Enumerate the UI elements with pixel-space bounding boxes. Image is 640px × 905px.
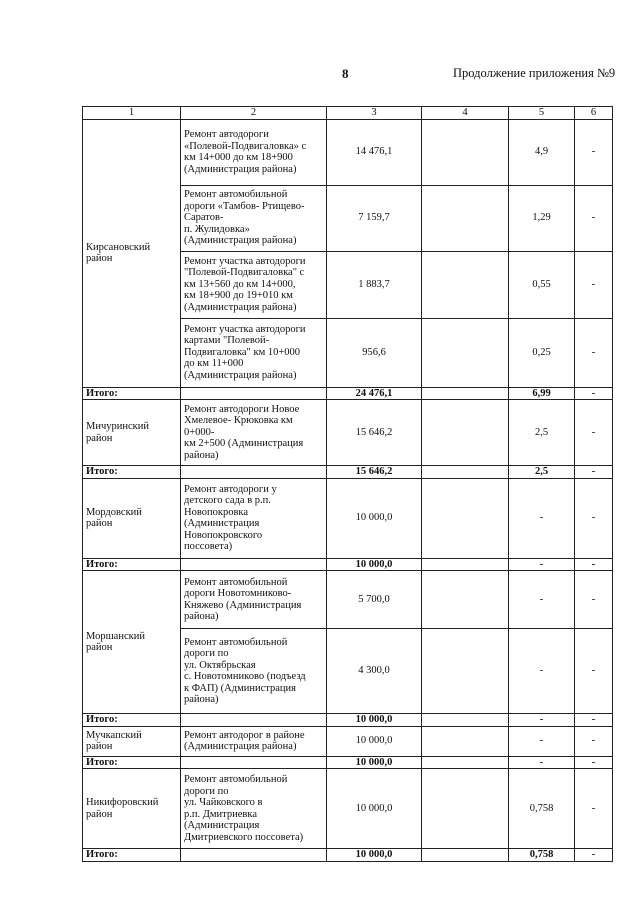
column-4-cell — [422, 478, 509, 558]
total-column-6: - — [575, 756, 613, 769]
total-empty-cell — [181, 714, 327, 727]
total-row — [83, 558, 613, 571]
column-4-cell — [422, 251, 509, 318]
column-6-cell: - — [575, 629, 613, 714]
length-cell: - — [509, 478, 575, 558]
work-description-line: (Администрация — [184, 820, 260, 831]
work-description-line: км 2+500 (Администрация — [184, 438, 304, 450]
work-description — [181, 119, 327, 185]
district-name-line: район — [86, 642, 113, 653]
district-name-line: Мордовский — [86, 506, 142, 518]
length-cell: 0,25 — [509, 318, 575, 387]
column-4-cell — [422, 400, 509, 466]
column-4-cell — [422, 571, 509, 629]
district-name-line: район — [86, 518, 113, 529]
column-4-cell — [422, 119, 509, 185]
length-cell: 1,29 — [509, 185, 575, 251]
column-number: 5 — [509, 107, 575, 120]
table-row — [83, 571, 613, 629]
work-description — [181, 478, 327, 558]
work-description-line: Ремонт автодорог в районе — [184, 729, 305, 741]
work-description-line: п. Жулидовка» — [184, 223, 250, 235]
total-empty-cell — [181, 558, 327, 571]
work-description — [181, 251, 327, 318]
district-name-line: район — [86, 808, 113, 820]
amount-cell: 10 000,0 — [327, 478, 422, 558]
appropriation-table — [82, 106, 613, 862]
column-6-cell: - — [575, 400, 613, 466]
appendix-note: Продолжение приложения №9 — [453, 66, 616, 80]
work-description-line: 0+000- — [184, 426, 215, 438]
district-name — [83, 119, 181, 387]
column-number: 1 — [83, 107, 181, 120]
total-column-6: - — [575, 849, 613, 862]
total-column-4 — [422, 714, 509, 727]
work-description-line: Новопокровского — [184, 529, 263, 541]
district-name — [83, 726, 181, 756]
column-6-cell: - — [575, 318, 613, 387]
district-name-line: район — [86, 741, 113, 752]
total-row — [83, 849, 613, 862]
table-row — [83, 400, 613, 466]
amount-cell: 10 000,0 — [327, 726, 422, 756]
total-length: - — [509, 756, 575, 769]
total-amount: 10 000,0 — [327, 756, 422, 769]
work-description-line: детского сада в р.п. — [184, 495, 271, 506]
column-4-cell — [422, 629, 509, 714]
work-description-line: «Полевой-Подвигаловка» с — [184, 140, 307, 152]
total-length: - — [509, 558, 575, 571]
work-description-line: км 14+000 до км 18+900 — [184, 152, 293, 163]
total-column-4 — [422, 387, 509, 400]
work-description-line: (Администрация района) — [184, 235, 297, 247]
column-number: 2 — [181, 107, 327, 120]
work-description-line: дороги по — [184, 648, 229, 659]
total-length: 0,758 — [509, 849, 575, 862]
total-column-4 — [422, 849, 509, 862]
district-name-line: район — [86, 432, 113, 444]
total-row — [83, 714, 613, 727]
work-description-line: Ремонт автодороги Новое — [184, 403, 300, 415]
total-amount: 15 646,2 — [327, 466, 422, 479]
total-label: Итого: — [83, 466, 181, 479]
length-cell: 2,5 — [509, 400, 575, 466]
work-description-line: картами "Полевой- — [184, 335, 270, 347]
total-column-4 — [422, 756, 509, 769]
work-description-line: дороги по — [184, 785, 229, 797]
work-description-line: км 13+560 до км 14+000, — [184, 278, 296, 290]
work-description-line: Ремонт автодороги — [184, 129, 269, 140]
work-description — [181, 185, 327, 251]
district-name — [83, 769, 181, 849]
work-description-line: (Администрация — [184, 518, 260, 529]
length-cell: - — [509, 571, 575, 629]
work-description — [181, 726, 327, 756]
work-description-line: "Полевой-Подвигаловка" с — [184, 267, 305, 279]
district-name-line: Никифоровский — [86, 797, 159, 808]
work-description-line: ул. Чайковского в — [184, 797, 263, 808]
column-4-cell — [422, 185, 509, 251]
district-name — [83, 400, 181, 466]
work-description-line: (Администрация района) — [184, 369, 297, 381]
amount-cell: 1 883,7 — [327, 251, 422, 318]
total-column-4 — [422, 466, 509, 479]
column-6-cell: - — [575, 726, 613, 756]
total-column-4 — [422, 558, 509, 571]
work-description-line: дороги Новотомниково- — [184, 588, 292, 599]
work-description-line: Подвигаловка" км 10+000 — [184, 346, 301, 358]
total-label: Итого: — [83, 714, 181, 727]
work-description-line: Ремонт автомобильной — [184, 774, 288, 785]
work-description-line: к ФАП) (Администрация — [184, 682, 296, 694]
amount-cell: 7 159,7 — [327, 185, 422, 251]
length-cell: - — [509, 726, 575, 756]
work-description-line: до км 11+000 — [184, 358, 244, 370]
work-description-line: Новопокровка — [184, 506, 248, 518]
work-description-line: Дмитриевского поссовета) — [184, 831, 304, 843]
total-amount: 10 000,0 — [327, 714, 422, 727]
amount-cell: 5 700,0 — [327, 571, 422, 629]
amount-cell: 956,6 — [327, 318, 422, 387]
total-empty-cell — [181, 466, 327, 479]
work-description-line: (Администрация района) — [184, 741, 297, 752]
column-number-row — [83, 107, 613, 120]
column-6-cell: - — [575, 251, 613, 318]
total-empty-cell — [181, 849, 327, 862]
total-row — [83, 466, 613, 479]
work-description-line: Ремонт автомобильной — [184, 576, 288, 588]
total-amount: 24 476,1 — [327, 387, 422, 400]
total-row — [83, 756, 613, 769]
table-row — [83, 726, 613, 756]
total-column-6: - — [575, 387, 613, 400]
work-description-line: дороги «Тамбов- Ртищево- — [184, 200, 305, 212]
length-cell: 0,758 — [509, 769, 575, 849]
work-description-line: района) — [184, 611, 219, 622]
amount-cell: 4 300,0 — [327, 629, 422, 714]
table-row — [83, 478, 613, 558]
work-description-line: ул. Октябрьская — [184, 659, 256, 671]
total-column-6: - — [575, 558, 613, 571]
column-4-cell — [422, 769, 509, 849]
district-name-line: Моршанский — [86, 630, 145, 642]
work-description-line: района) — [184, 694, 219, 705]
column-6-cell: - — [575, 571, 613, 629]
work-description-line: (Администрация района) — [184, 301, 297, 313]
district-name-line: Кирсановский — [86, 241, 151, 253]
total-amount: 10 000,0 — [327, 558, 422, 571]
work-description — [181, 629, 327, 714]
district-name-line: Мучкапский — [86, 729, 142, 741]
total-length: 2,5 — [509, 466, 575, 479]
total-empty-cell — [181, 756, 327, 769]
column-6-cell: - — [575, 478, 613, 558]
total-row — [83, 387, 613, 400]
work-description-line: Ремонт участка автодороги — [184, 255, 306, 267]
total-label: Итого: — [83, 387, 181, 400]
length-cell: 0,55 — [509, 251, 575, 318]
total-label: Итого: — [83, 558, 181, 571]
work-description-line: поссовета) — [184, 541, 233, 552]
table-body — [83, 119, 613, 861]
amount-cell: 10 000,0 — [327, 769, 422, 849]
column-4-cell — [422, 318, 509, 387]
work-description-line: Ремонт автодороги у — [184, 483, 277, 495]
total-length: - — [509, 714, 575, 727]
total-length: 6,99 — [509, 387, 575, 400]
column-4-cell — [422, 726, 509, 756]
work-description-line: района) — [184, 449, 219, 461]
column-number: 4 — [422, 107, 509, 120]
work-description-line: Ремонт автомобильной — [184, 189, 288, 201]
district-name-line: Мичуринский — [86, 421, 149, 432]
total-label: Итого: — [83, 849, 181, 862]
length-cell: 4,9 — [509, 119, 575, 185]
page-number: 8 — [342, 66, 349, 81]
total-amount: 10 000,0 — [327, 849, 422, 862]
total-label: Итого: — [83, 756, 181, 769]
work-description-line: Ремонт участка автодороги — [184, 323, 306, 335]
work-description — [181, 400, 327, 466]
amount-cell: 15 646,2 — [327, 400, 422, 466]
work-description — [181, 318, 327, 387]
work-description-line: Ремонт автомобильной — [184, 636, 288, 648]
work-description-line: р.п. Дмитриевка — [184, 808, 257, 820]
table-row — [83, 769, 613, 849]
column-6-cell: - — [575, 119, 613, 185]
column-6-cell: - — [575, 769, 613, 849]
amount-cell: 14 476,1 — [327, 119, 422, 185]
work-description — [181, 769, 327, 849]
work-description-line: Саратов- — [184, 212, 224, 224]
total-column-6: - — [575, 466, 613, 479]
work-description-line: с. Новотомниково (подъезд — [184, 671, 306, 682]
total-empty-cell — [181, 387, 327, 400]
district-name-line: район — [86, 253, 113, 264]
column-number: 3 — [327, 107, 422, 120]
table-row — [83, 119, 613, 185]
work-description-line: км 18+900 до 19+010 км — [184, 290, 293, 302]
district-name — [83, 571, 181, 714]
total-column-6: - — [575, 714, 613, 727]
district-name — [83, 478, 181, 558]
length-cell: - — [509, 629, 575, 714]
work-description-line: Хмелевое- Крюковка км — [184, 415, 293, 427]
column-number: 6 — [575, 107, 613, 120]
work-description-line: Княжево (Администрация — [184, 599, 302, 611]
work-description-line: (Администрация района) — [184, 163, 297, 175]
work-description — [181, 571, 327, 629]
column-6-cell: - — [575, 185, 613, 251]
